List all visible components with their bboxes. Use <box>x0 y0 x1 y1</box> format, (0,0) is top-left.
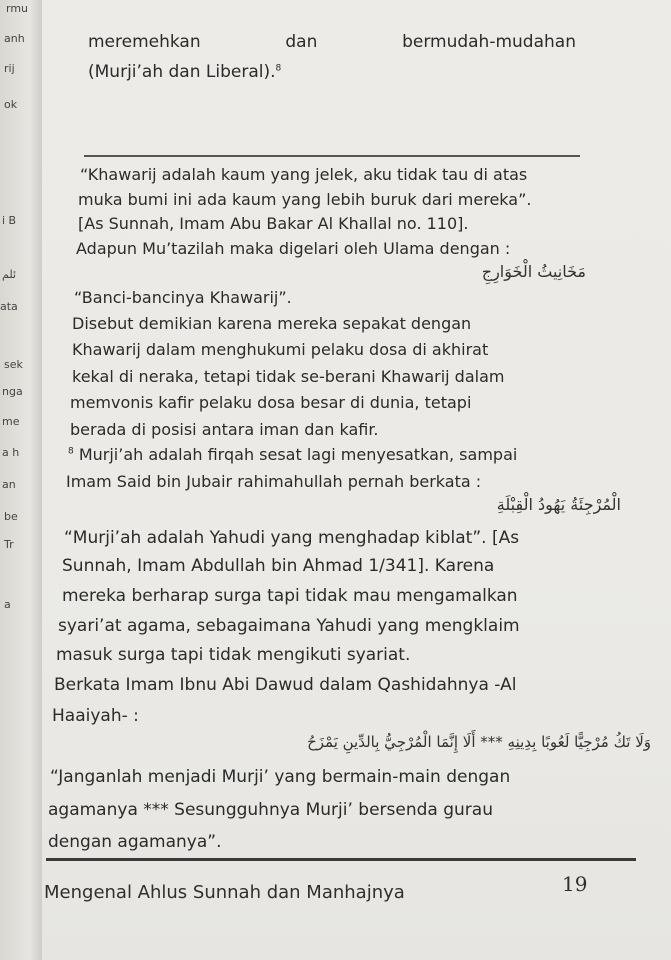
prev-page-fragment: rij <box>4 62 15 75</box>
footnote-line: agamanya *** Sesungguhnya Murji’ bersenda gurau <box>48 800 493 820</box>
paragraph-line: (Murji’ah dan Liberal).$^8$ <box>88 62 282 82</box>
footnote-separator <box>84 155 580 157</box>
prev-page-fragment: ئلم <box>2 268 17 281</box>
prev-page-fragment: anh <box>4 32 25 45</box>
footnote-line: masuk surga tapi tidak mengikuti syariat. <box>56 645 411 665</box>
footnote-line: Imam Said bin Jubair rahimahullah pernah berkata : <box>66 472 482 491</box>
footnote-line: “Janganlah menjadi Murji’ yang bermain-main dengan <box>50 767 511 787</box>
footnote-ref: 8 <box>275 63 282 74</box>
footnote-line: syari’at agama, sebagaimana Yahudi yang mengklaim <box>58 616 520 636</box>
footnote-line: kekal di neraka, tetapi tidak se-berani Khawarij dalam <box>72 367 505 386</box>
prev-page-fragment: i B <box>2 214 17 227</box>
prev-page-fragment: Tr <box>4 538 14 551</box>
footnote-line: Berkata Imam Ibnu Abi Dawud dalam Qashidahnya -Al <box>54 675 517 695</box>
arabic-text: الْمُرْجِئَةُ يَهُودُ الْقِبْلَةِ <box>496 495 621 514</box>
prev-page-fragment: be <box>4 510 18 523</box>
page-number: 19 <box>562 872 588 896</box>
footnote-line: Disebut demikian karena mereka sepakat dengan <box>72 314 472 333</box>
prev-page-fragment: sek <box>4 358 23 371</box>
footnote-line: dengan agamanya”. <box>48 832 222 852</box>
footnote-line: [As Sunnah, Imam Abu Bakar Al Khallal no. 110]. <box>78 214 469 233</box>
footnote-number: 8 <box>68 446 74 457</box>
arabic-text: مَخَانِيثُ الْخَوَارِجِ <box>481 262 586 281</box>
word: dan <box>285 32 318 52</box>
footnote-line: memvonis kafir pelaku dosa besar di dunia, tetapi <box>70 393 472 412</box>
arabic-poem: وَلَا تَكُ مُرْجِيًّا لَعُوبًا بِدِينِهِ *** أَلَا إِنَّمَا الْمُرْجِيُّ بِالدِّينِ يَمْزَحُ <box>307 733 651 751</box>
footnote-line: Haaiyah- : <box>52 706 139 726</box>
footer-separator <box>46 858 636 861</box>
footnote-line: berada di posisi antara iman dan kafir. <box>70 420 379 439</box>
footnote-line: mereka berharap surga tapi tidak mau mengamalkan <box>62 586 518 606</box>
running-footer-title: Mengenal Ahlus Sunnah dan Manhajnya <box>44 882 405 903</box>
prev-page-fragment: a <box>4 598 11 611</box>
word: bermudah-mudahan <box>402 32 576 52</box>
footnote-line: Sunnah, Imam Abdullah bin Ahmad 1/341]. Karena <box>62 556 495 576</box>
word: meremehkan <box>88 32 201 52</box>
prev-page-fragment: rmu <box>6 2 29 15</box>
prev-page-fragment: me <box>2 415 20 428</box>
prev-page-fragment: an <box>2 478 16 491</box>
prev-page-fragment: nga <box>2 385 23 398</box>
prev-page-fragment: a h <box>2 446 20 459</box>
footnote-line: Adapun Mu’tazilah maka digelari oleh Ulama dengan : <box>76 239 511 258</box>
paragraph-line <box>88 32 576 52</box>
prev-page-fragment: ok <box>4 98 18 111</box>
prev-page-fragment: ata <box>0 300 18 313</box>
footnote-line: Khawarij dalam menghukumi pelaku dosa di akhirat <box>72 340 489 359</box>
footnote-line: “Murji’ah adalah Yahudi yang menghadap kiblat”. [As <box>64 528 520 548</box>
footnote-line: muka bumi ini ada kaum yang lebih buruk dari mereka”. <box>78 190 532 209</box>
book-page <box>42 0 671 960</box>
footnote-line: “Banci-bancinya Khawarij”. <box>74 288 292 307</box>
previous-page-edge <box>0 0 42 960</box>
footnote-line: “Khawarij adalah kaum yang jelek, aku tidak tau di atas <box>80 165 528 184</box>
footnote-line: $^8$ Murji’ah adalah firqah sesat lagi menyesatkan, sampai <box>68 445 518 464</box>
